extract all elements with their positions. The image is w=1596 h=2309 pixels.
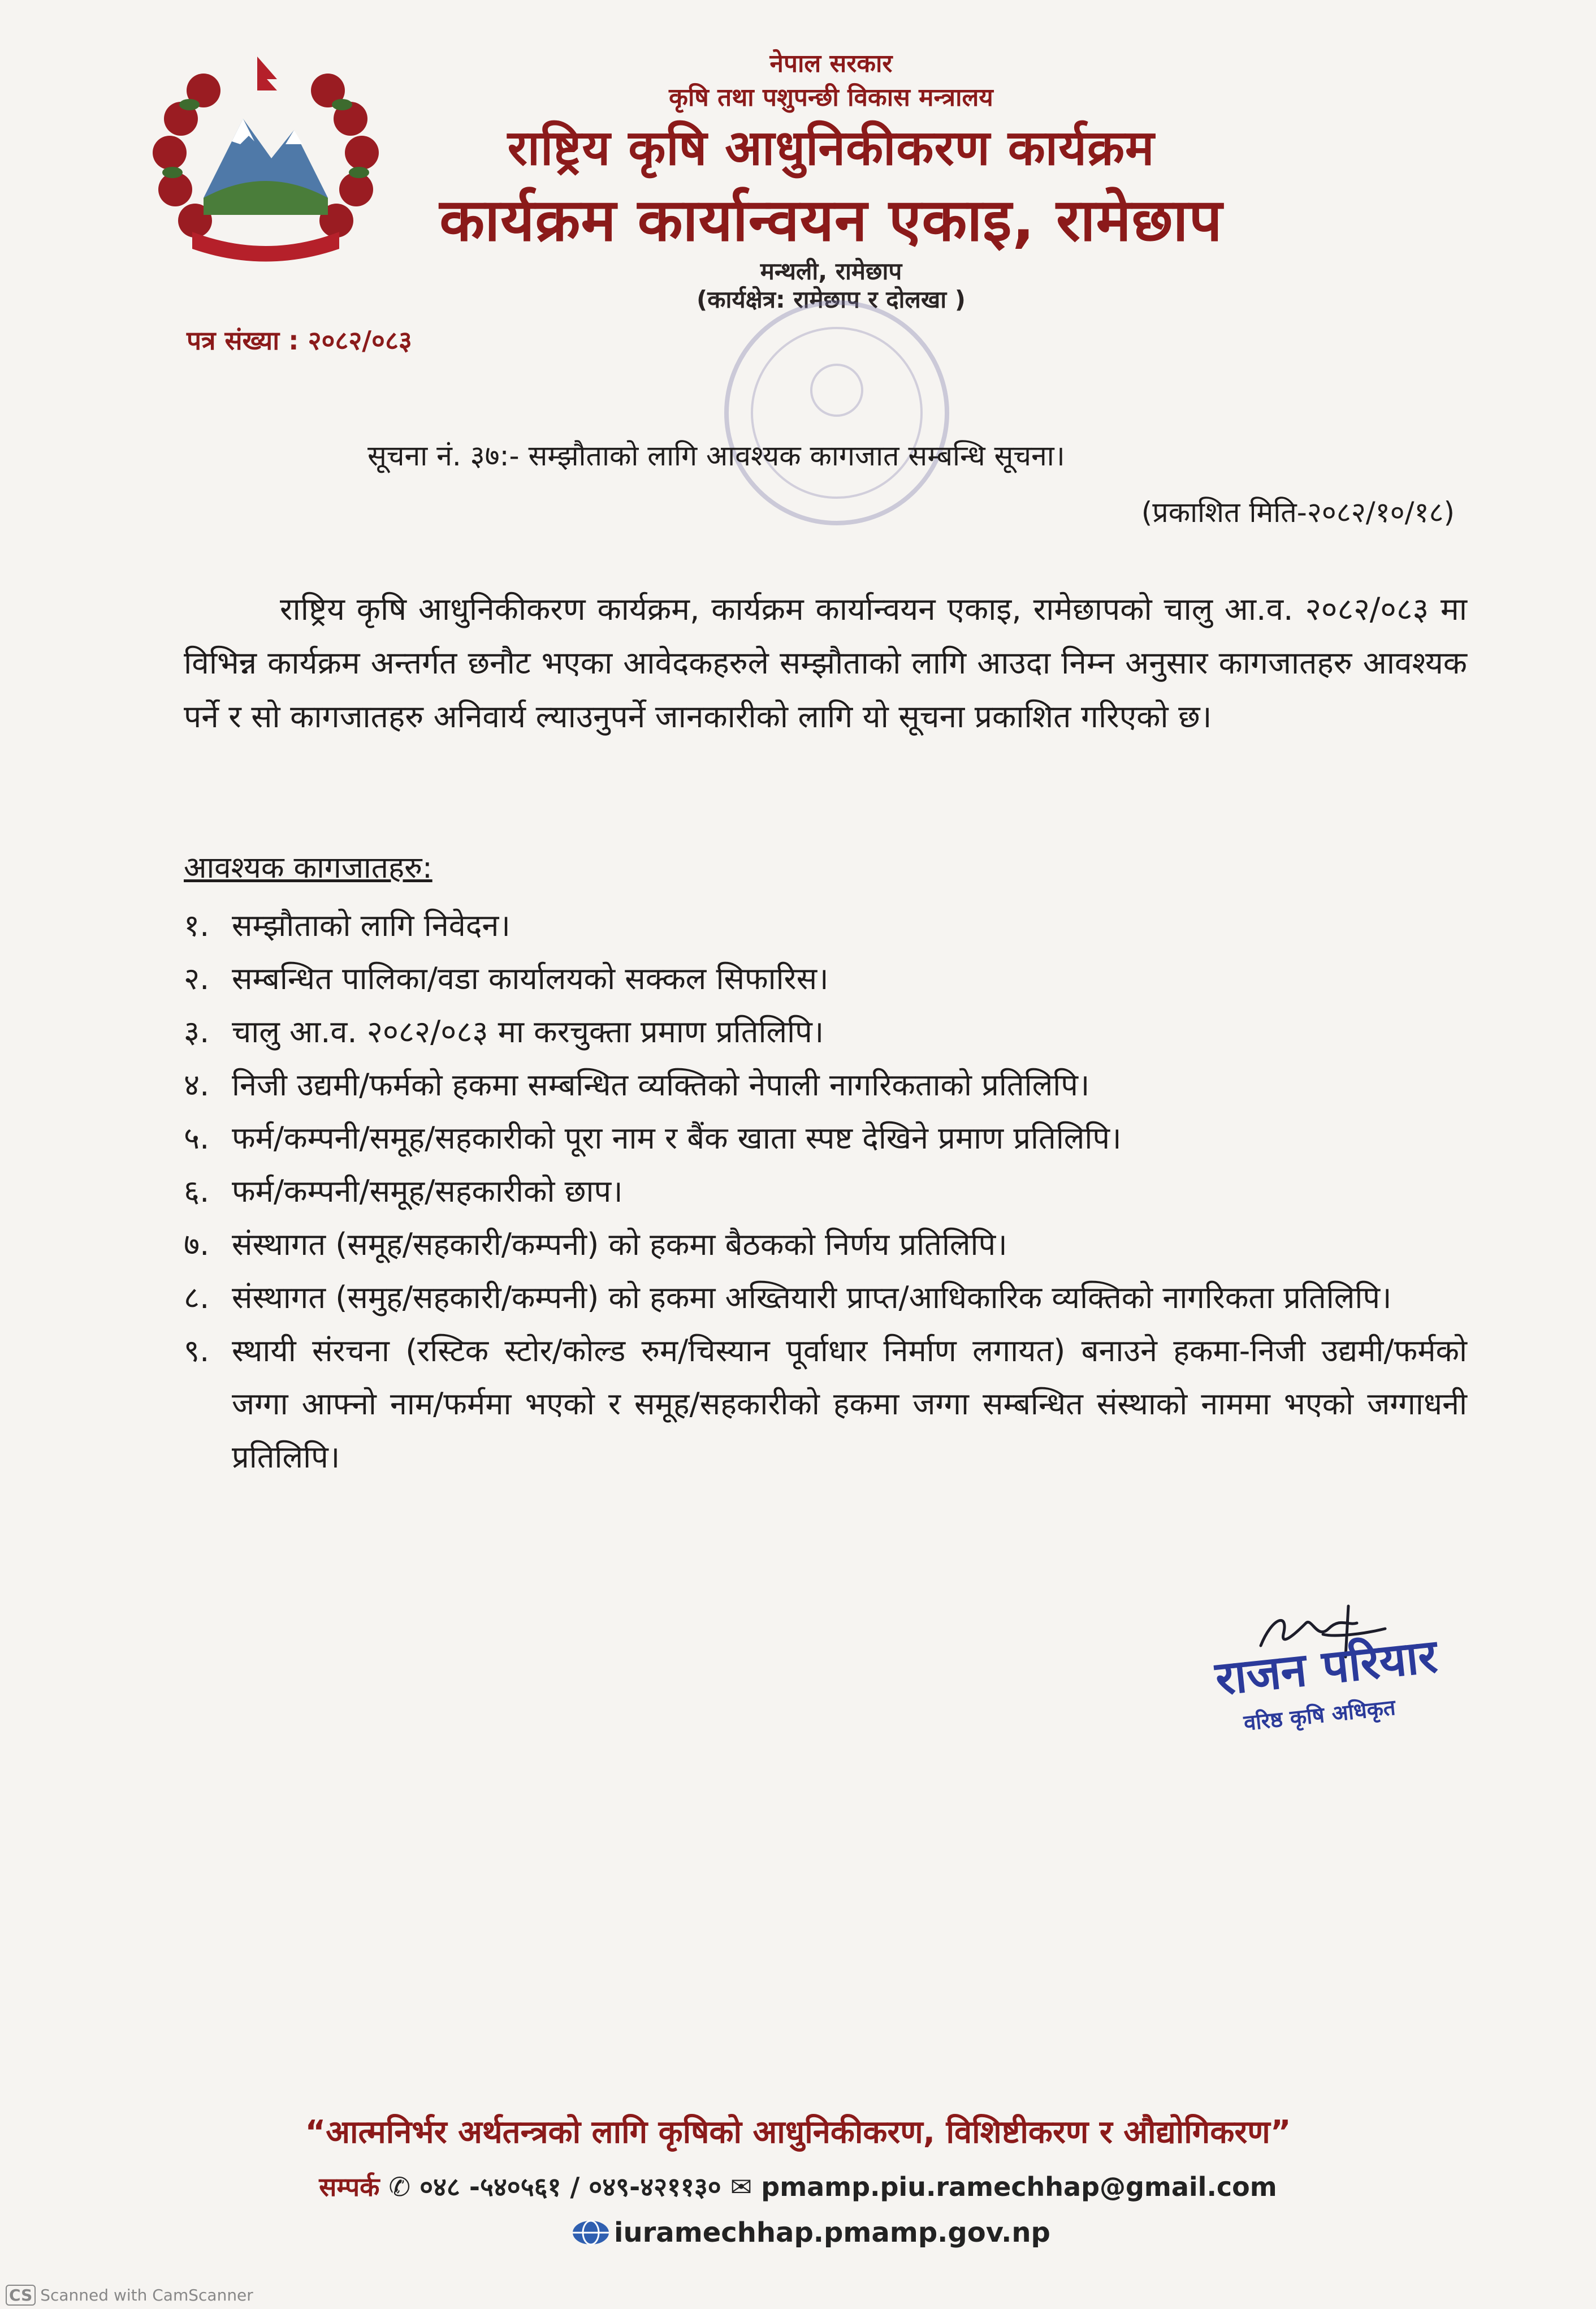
phone-numbers: ०४८ -५४०५६१ / ०४९-४२११३० bbox=[419, 2172, 721, 2202]
item-number: २. bbox=[184, 961, 210, 996]
list-item bbox=[184, 1218, 1467, 1271]
signatory-title: वरिष्ठ कृषि अधिकृत bbox=[1242, 1694, 1397, 1736]
list-item bbox=[184, 952, 1467, 1005]
unit-name: कार्यक्रम कार्यान्वयन एकाइ, रामेछाप bbox=[439, 185, 1223, 254]
list-item bbox=[184, 1005, 1467, 1059]
reference-label: पत्र संख्या : bbox=[187, 325, 299, 356]
list-item bbox=[184, 1165, 1467, 1218]
item-number: ५. bbox=[184, 1120, 210, 1156]
list-item bbox=[184, 1271, 1467, 1324]
footer-website bbox=[571, 2217, 1050, 2248]
contact-email: pmamp.piu.ramechhap@gmail.com bbox=[761, 2172, 1277, 2202]
footer-slogan: “आत्मनिर्भर अर्थतन्त्रको लागि कृषिको आधुनिकीकरण, विशिष्टीकरण र औद्योगिकरण” bbox=[305, 2114, 1291, 2151]
published-date: (प्रकाशित मिति-२०८२/१०/१८) bbox=[1141, 496, 1455, 529]
contact-label: सम्पर्क bbox=[319, 2172, 380, 2202]
globe-icon bbox=[571, 2219, 611, 2246]
list-item bbox=[184, 1324, 1467, 1484]
office-stamp-icon bbox=[718, 294, 955, 532]
mail-icon: ✉ bbox=[730, 2172, 752, 2202]
work-area: (कार्यक्षेत्र: रामेछाप र दोलखा ) bbox=[697, 286, 966, 313]
item-text: संस्थागत (समुह/सहकारी/कम्पनी) को हकमा अख्तियारी प्राप्त/आधिकारिक व्यक्तिको नागरिकता प्रतिलिपि। bbox=[232, 1280, 1392, 1315]
signatory-name: राजन परियार bbox=[1213, 1629, 1440, 1706]
notice-body: राष्ट्रिय कृषि आधुनिकीकरण कार्यक्रम, कार्यक्रम कार्यान्वयन एकाइ, रामेछापको चालु आ.व. २०८२/०८३ मा विभिन्न कार्यक्रम अन्तर्गत छनौट भएका आवेदकहरुले सम्झौताको लागि आउदा निम्न अनुसार कागजातहरु आवश्यक पर्ने र सो कागजातहरु अनिवार्य ल्याउनुपर्ने जानकारीको लागि यो सूचना प्रकाशित गरिएको छ। bbox=[184, 591, 1467, 735]
item-text: फर्म/कम्पनी/समूह/सहकारीको पूरा नाम र बैंक खाता स्पष्ट देखिने प्रमाण प्रतिलिपि। bbox=[232, 1120, 1122, 1156]
scanner-watermark bbox=[6, 2285, 253, 2306]
program-name: राष्ट्रिय कृषि आधुनिकीकरण कार्यक्रम bbox=[507, 120, 1155, 176]
footer-contact bbox=[0, 2169, 1596, 2204]
list-item bbox=[184, 899, 1467, 952]
reference-value: २०८२/०८३ bbox=[308, 325, 412, 356]
item-text: चालु आ.व. २०८२/०८३ मा करचुक्ता प्रमाण प्रतिलिपि। bbox=[232, 1014, 824, 1050]
item-text: सम्बन्धित पालिका/वडा कार्यालयको सक्कल सिफारिस। bbox=[232, 961, 829, 996]
item-number: ९. bbox=[184, 1333, 210, 1369]
item-number: ८. bbox=[184, 1280, 210, 1315]
item-number: ४. bbox=[184, 1067, 210, 1103]
scanner-text: Scanned with CamScanner bbox=[40, 2286, 253, 2304]
reference-number bbox=[187, 322, 412, 357]
item-text: निजी उद्यमी/फर्मको हकमा सम्बन्धित व्यक्तिको नेपाली नागरिकताको प्रतिलिपि। bbox=[232, 1067, 1090, 1103]
camscanner-badge: CS bbox=[6, 2285, 36, 2306]
list-item bbox=[184, 1112, 1467, 1165]
item-text: संस्थागत (समूह/सहकारी/कम्पनी) को हकमा बैठकको निर्णय प्रतिलिपि। bbox=[232, 1227, 1007, 1262]
requirements-heading: आवश्यक कागजातहरु: bbox=[184, 851, 432, 885]
requirements-list bbox=[184, 899, 1467, 1484]
item-text: स्थायी संरचना (रस्टिक स्टोर/कोल्ड रुम/चिस्यान पूर्वाधार निर्माण लगायत) बनाउने हकमा-निजी उद्यमी/फर्मको जग्गा आफ्नो नाम/फर्ममा भएको र समूह/सहकारीको हकमा जग्गा सम्बन्धित संस्थाको नाममा भएको जग्गाधनी प्रतिलिपि। bbox=[232, 1333, 1467, 1475]
government-name: नेपाल सरकार bbox=[769, 49, 893, 78]
item-number: ६. bbox=[184, 1173, 210, 1209]
item-text: फर्म/कम्पनी/समूह/सहकारीको छाप। bbox=[232, 1173, 623, 1209]
office-address: मन्थली, रामेछाप bbox=[760, 257, 902, 285]
ministry-name: कृषि तथा पशुपन्छी विकास मन्त्रालय bbox=[669, 83, 993, 112]
website-url: iuramechhap.pmamp.gov.np bbox=[614, 2217, 1050, 2248]
item-number: ७. bbox=[184, 1227, 210, 1262]
notice-title: सूचना नं. ३७:- सम्झौताको लागि आवश्यक कागजात सम्बन्धि सूचना। bbox=[367, 439, 1065, 472]
phone-icon: ✆ bbox=[388, 2172, 411, 2202]
list-item bbox=[184, 1059, 1467, 1112]
item-number: ३. bbox=[184, 1014, 210, 1050]
item-text: सम्झौताको लागि निवेदन। bbox=[232, 908, 511, 943]
item-number: १. bbox=[184, 908, 210, 943]
